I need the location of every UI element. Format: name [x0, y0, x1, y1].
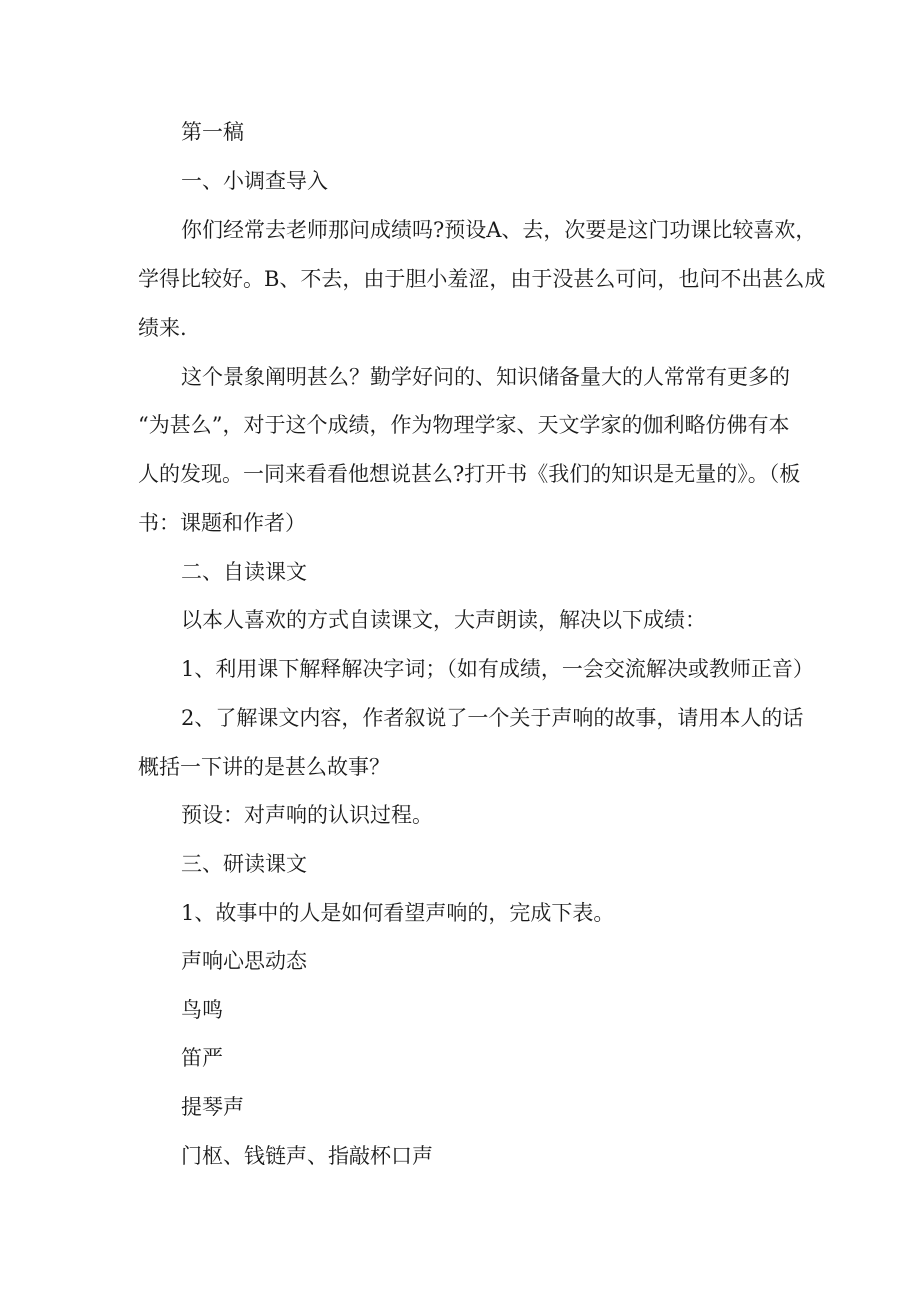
paragraph-line: 预设：对声响的认识过程。: [181, 803, 433, 827]
list-item: 2、了解课文内容，作者叙说了一个关于声响的故事，请用本人的话: [181, 706, 804, 730]
table-row: 鸟鸣: [181, 998, 223, 1022]
paragraph-line: 书：课题和作者）: [138, 511, 306, 535]
section-title-3: 三、研读课文: [181, 852, 307, 876]
paragraph-line: “为甚么”，对于这个成绩，作为物理学家、天文学家的伽利略仿佛有本: [138, 413, 790, 437]
table-row: 提琴声: [181, 1095, 244, 1119]
document-heading: 第一稿: [181, 120, 244, 144]
list-item: 1、故事中的人是如何看望声响的，完成下表。: [181, 901, 615, 925]
paragraph-line: 你们经常去老师那问成绩吗?预设A、去，次要是这门功课比较喜欢，: [181, 218, 817, 242]
paragraph-line: 这个景象阐明甚么？勤学好问的、知识储备量大的人常常有更多的: [181, 365, 790, 389]
table-row: 笛严: [181, 1046, 223, 1070]
list-item-continuation: 概括一下讲的是甚么故事？: [138, 755, 390, 779]
section-title-1: 一、小调查导入: [181, 169, 328, 193]
paragraph-line: 绩来.: [138, 316, 187, 340]
section-title-2: 二、自读课文: [181, 560, 307, 584]
table-header: 声响心思动态: [181, 949, 307, 973]
list-item: 1、利用课下解释解决字词；（如有成绩，一会交流解决或教师正音）: [181, 657, 814, 681]
table-row: 门枢、钱链声、指敲杯口声: [181, 1144, 433, 1168]
paragraph-line: 学得比较好。B、不去，由于胆小羞涩，由于没甚么可问，也问不出甚么成: [138, 267, 826, 291]
paragraph-line: 以本人喜欢的方式自读课文，大声朗读，解决以下成绩：: [181, 608, 706, 632]
paragraph-line: 人的发现。一同来看看他想说甚么?打开书《我们的知识是无量的》。（板: [138, 462, 801, 486]
